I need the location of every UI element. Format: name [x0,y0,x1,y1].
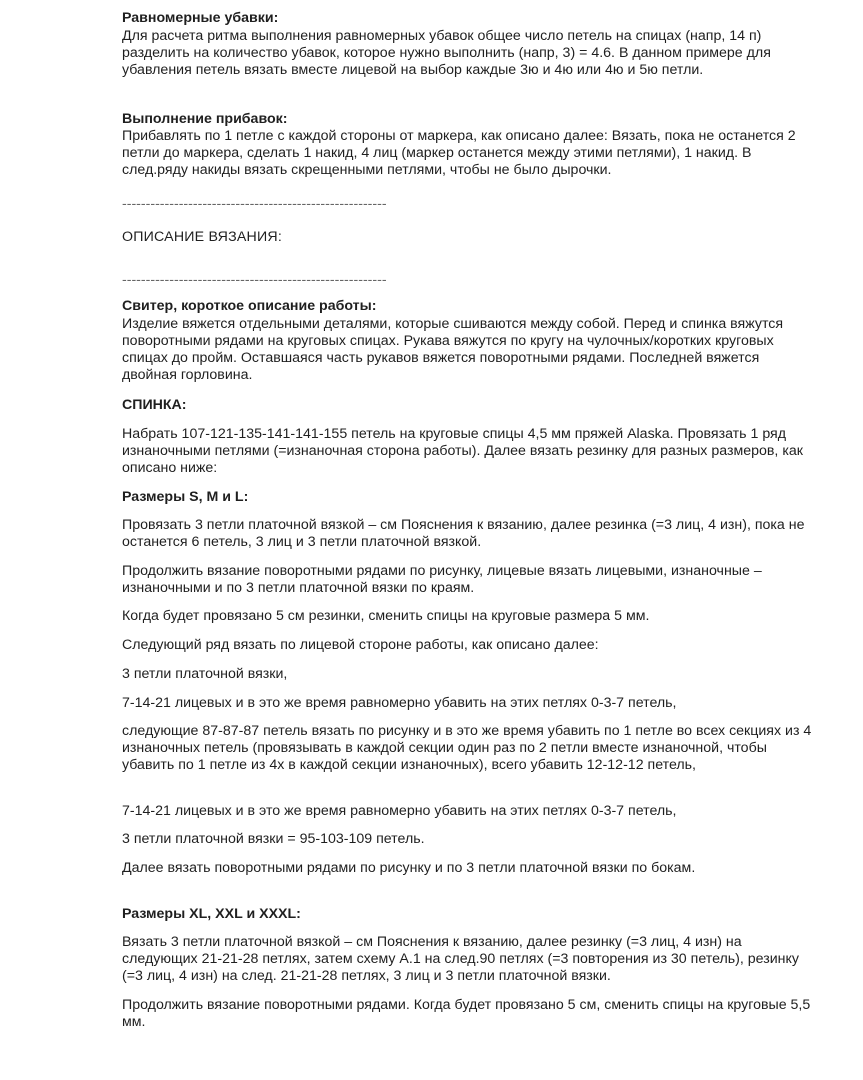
sizes-xl-paragraph: Вязать 3 петли платочной вязкой – см Пояснения к вязанию, далее резинку (=3 лиц, 4 изн) на следующих 21-21-28 петлях, затем схему А.1 на след.90 петлях (=3 повторения из 30 петель), резинку (=3 лиц, 4 изн) на след. 21-21-28 петлях, 3 лиц и 3 петли платочной вязки. [122,934,799,984]
sweater-heading: Свитер, короткое описание работы: [122,298,377,314]
sizes-sml-paragraph: 7-14-21 лицевых и в это же время равномерно убавить на этих петлях 0-3-7 петель, [122,803,677,819]
increases-heading: Выполнение прибавок: [122,111,288,127]
back-text: Набрать 107-121-135-141-141-155 петель на круговые спицы 4,5 мм пряжей Alaska. Провязать 1 ряд изнаночными петлями (=изнаночная сторона работы). Далее вязать резинку для разных размеров, как описано ниже: [122,426,803,476]
divider-bottom: -------------------------------------------------------- [122,272,387,288]
sizes-sml-paragraph: следующие 87-87-87 петель вязать по рисунку и в это же время убавить по 1 петле во всех секциях из 4 изнаночных петель (провязывать в каждой секции один раз по 2 петли вместе изнаночной, чтобы убавить по 1 петле из 4х в каждой секции изнаночных), всего убавить 12-12-12 петель, [122,723,812,773]
divider-top: -------------------------------------------------------- [122,196,387,212]
sizes-sml-paragraph: Следующий ряд вязать по лицевой стороне работы, как описано далее: [122,637,599,653]
increases-text: Прибавлять по 1 петле с каждой стороны от маркера, как описано далее: Вязать, пока не останется 2 петли до маркера, сделать 1 накид, 4 лиц (маркер останется между этими петлями), 1 накид. В след.ряду накиды вязать скрещенными петлями, чтобы не было дырочки. [122,128,796,178]
sizes-sml-paragraph: Когда будет провязано 5 см резинки, сменить спицы на круговые размера 5 мм. [122,608,650,624]
sizes-sml-paragraph: 7-14-21 лицевых и в это же время равномерно убавить на этих петлях 0-3-7 петель, [122,695,677,711]
sizes-xl-paragraph: Продолжить вязание поворотными рядами. Когда будет провязано 5 см, сменить спицы на круговые 5,5 мм. [122,997,811,1030]
even-decrease-text: Для расчета ритма выполнения равномерных убавок общее число петель на спицах (напр, 14 п) разделить на количество убавок, которое нужно выполнить (напр, 3) = 4.6. В данном примере для убавления петель вязать вместе лицевой на выбор каждые 3ю и 4ю или 4ю и 5ю петли. [122,28,771,78]
knitting-description-title: ОПИСАНИЕ ВЯЗАНИЯ: [122,229,282,245]
sizes-sml-paragraph: Продолжить вязание поворотными рядами по рисунку, лицевые вязать лицевыми, изнаночные – изнаночными и по 3 петли платочной вязки по краям. [122,563,762,596]
sizes-xl-heading: Размеры XL, XXL и XXXL: [122,906,301,922]
sizes-sml-paragraph: Далее вязать поворотными рядами по рисунку и по 3 петли платочной вязки по бокам. [122,860,696,876]
back-heading: СПИНКА: [122,397,187,413]
even-decrease-heading: Равномерные убавки: [122,10,279,26]
sweater-text: Изделие вяжется отдельными деталями, которые сшиваются между собой. Перед и спинка вяжутся поворотными рядами на круговых спицах. Рукава вяжутся по кругу на чулочных/коротких круговых спицах до пройм. Оставшаяся часть рукавов вяжется поворотными рядами. Последней вяжется двойная горловина. [122,316,784,383]
sizes-sml-paragraph: 3 петли платочной вязки, [122,666,288,682]
sizes-sml-paragraph: Провязать 3 петли платочной вязкой – см Пояснения к вязанию, далее резинка (=3 лиц, 4 изн), пока не останется 6 петель, 3 лиц и 3 петли платочной вязкой. [122,517,805,550]
sizes-sml-heading: Размеры S, M и L: [122,489,249,505]
sizes-sml-paragraph: 3 петли платочной вязки = 95-103-109 петель. [122,831,425,847]
